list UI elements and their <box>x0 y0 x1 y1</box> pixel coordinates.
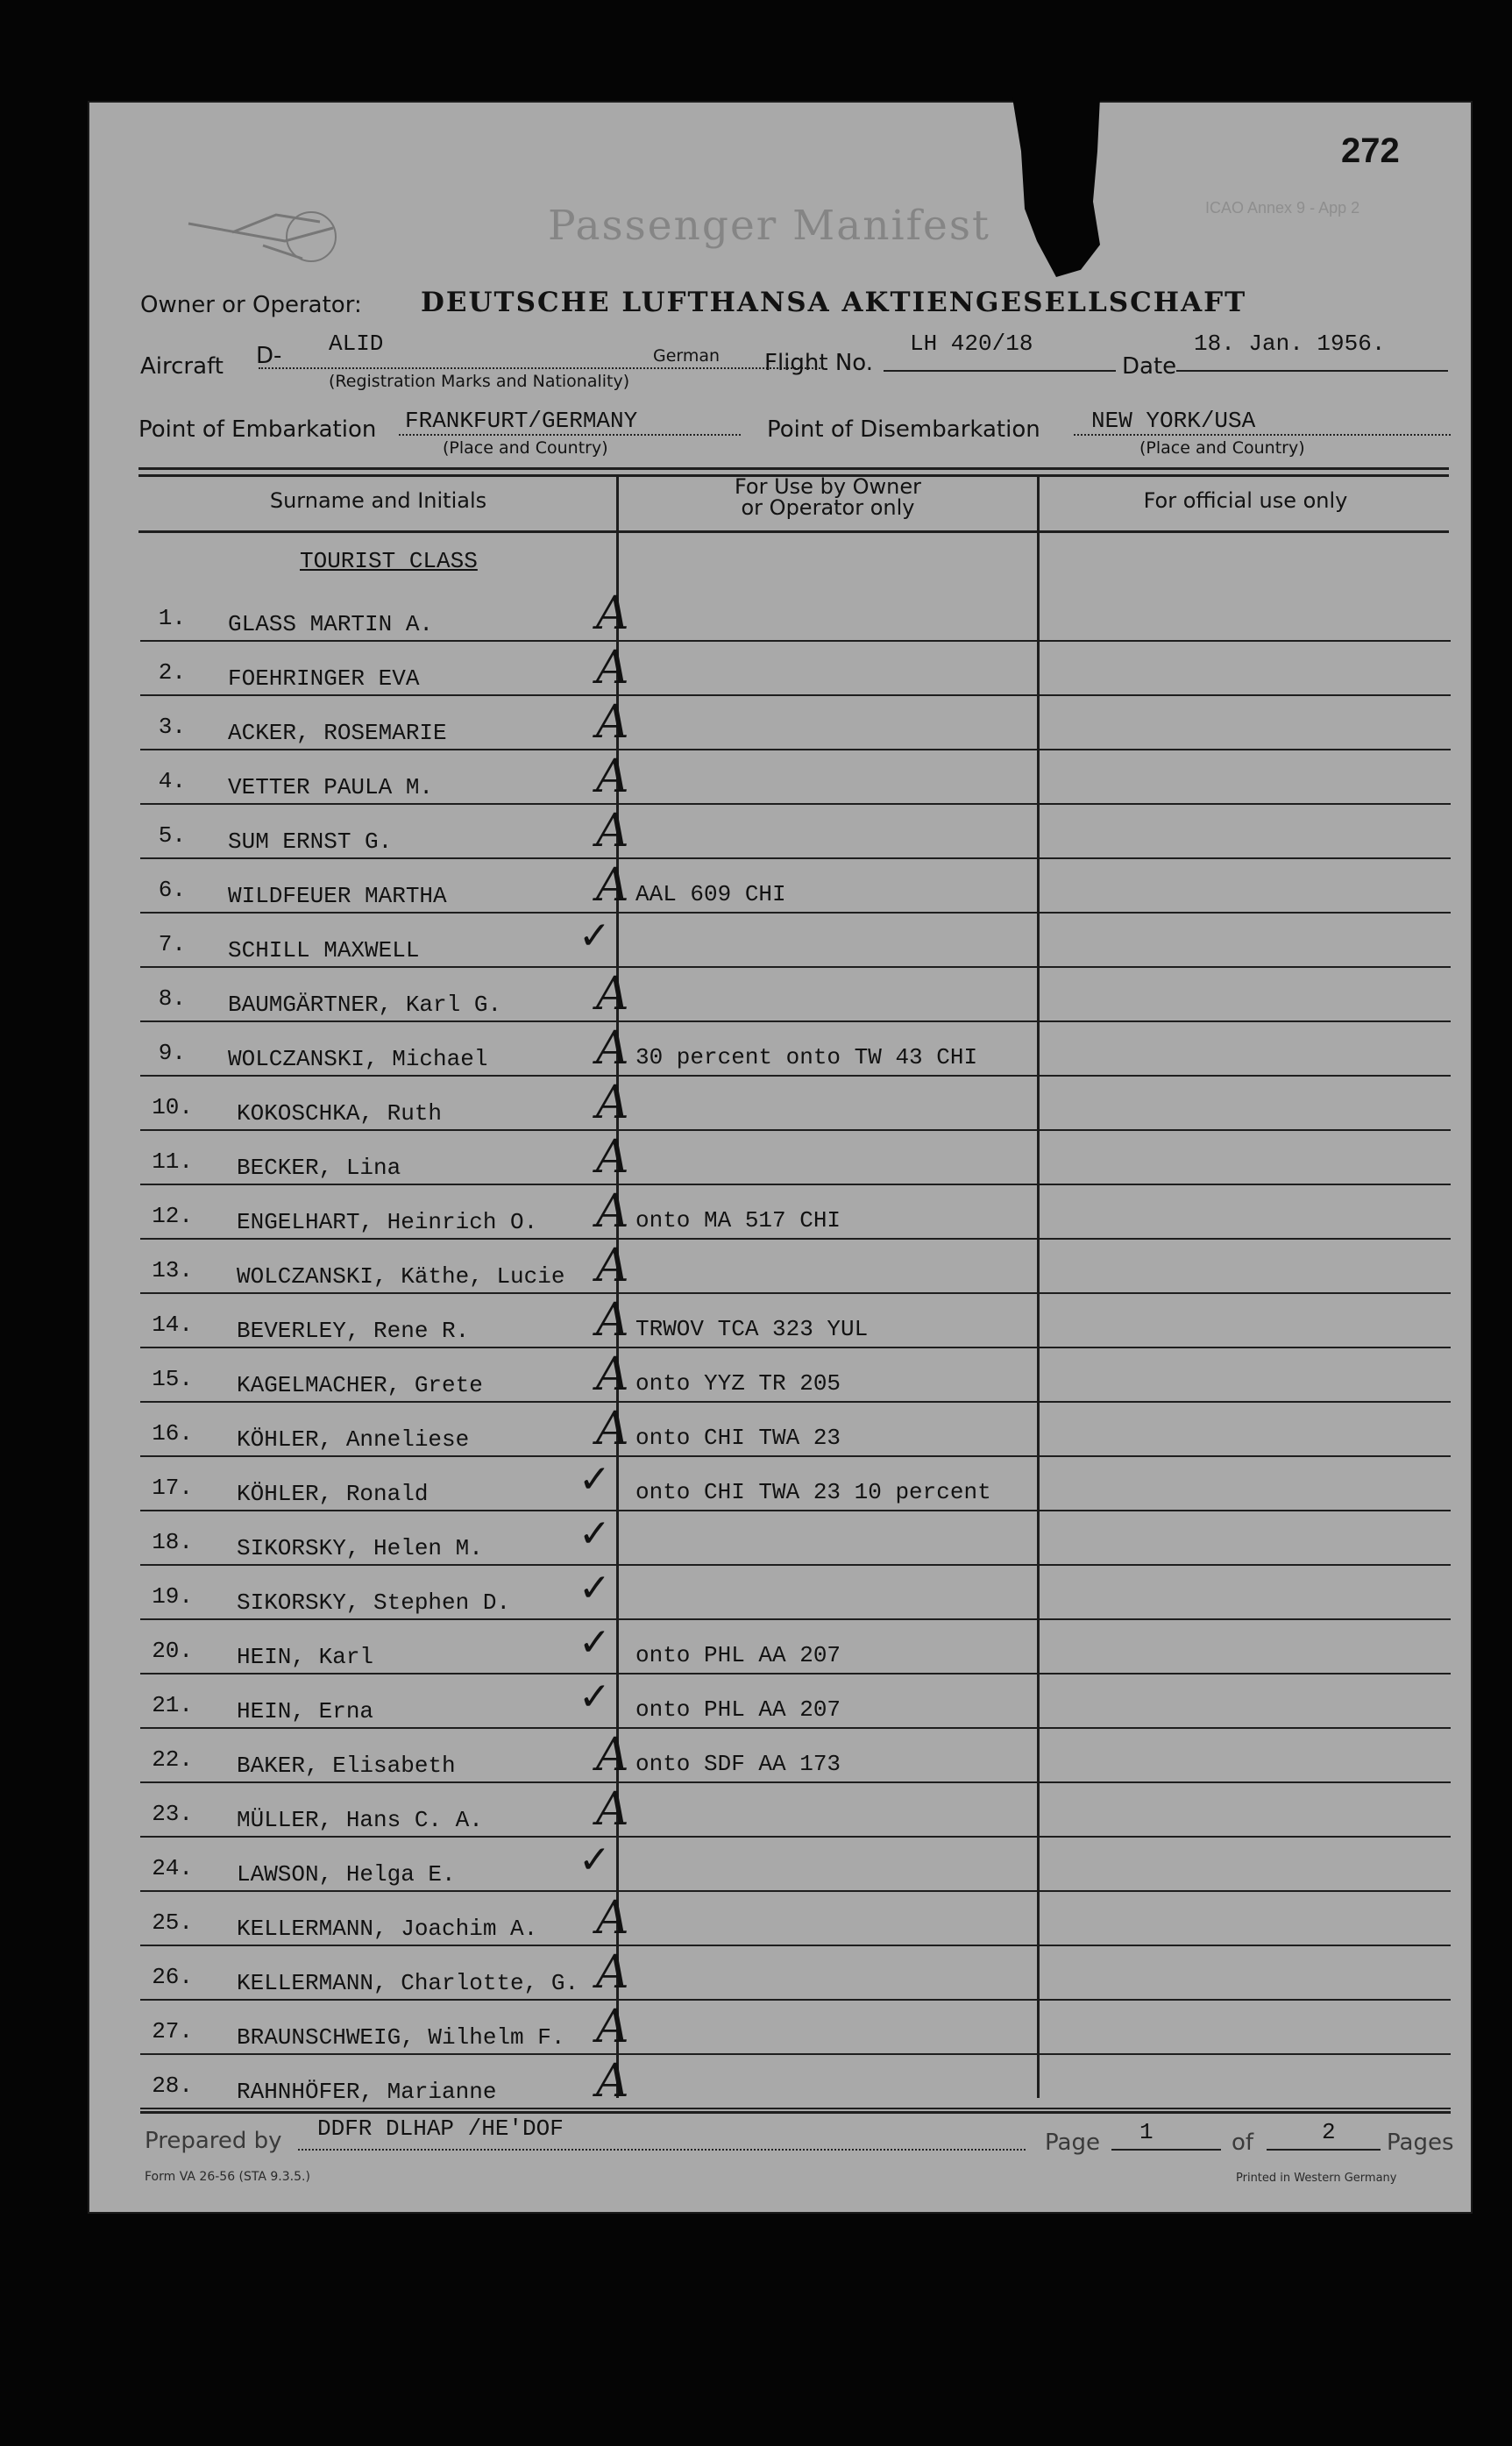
passenger-name: RAHNHÖFER, Marianne <box>237 2079 497 2105</box>
section-heading: TOURIST CLASS <box>300 548 478 574</box>
passenger-number: 24. <box>152 1855 193 1881</box>
row-rule <box>140 1075 1451 1077</box>
handwritten-check-mark: ✓ <box>579 1457 611 1502</box>
handwritten-a-mark: A <box>596 1294 629 1347</box>
passenger-name: HEIN, Erna <box>237 1698 374 1724</box>
of-value: 2 <box>1322 2119 1336 2145</box>
row-rule <box>140 1890 1451 1892</box>
handwritten-a-mark: A <box>596 968 629 1020</box>
passenger-number: 7. <box>158 931 186 957</box>
passenger-name: ACKER, ROSEMARIE <box>228 720 447 746</box>
row-rule <box>140 912 1451 914</box>
row-rule <box>140 803 1451 805</box>
passenger-number: 17. <box>152 1475 193 1501</box>
handwritten-a-mark: A <box>596 1403 629 1455</box>
disembarkation-label: Point of Disembarkation <box>767 416 1040 443</box>
row-rule <box>140 2053 1451 2055</box>
aircraft-registration: ALID <box>329 331 384 357</box>
handwritten-check-mark: ✓ <box>579 1566 611 1611</box>
col-owner-header: For Use by Owner or Operator only <box>734 474 922 520</box>
passenger-name: WOLCZANSKI, Michael <box>228 1046 488 1072</box>
passenger-number: 19. <box>152 1583 193 1610</box>
passenger-number: 3. <box>158 714 186 740</box>
row-rule <box>140 966 1451 968</box>
passenger-name: BRAUNSCHWEIG, Wilhelm F. <box>237 2024 565 2051</box>
handwritten-a-mark: A <box>596 1729 629 1781</box>
row-rule <box>140 1564 1451 1566</box>
passenger-name: FOEHRINGER EVA <box>228 665 420 692</box>
operator-note: 30 percent onto TW 43 CHI <box>635 1044 978 1070</box>
handwritten-a-mark: A <box>596 1077 629 1129</box>
operator-note: onto MA 517 CHI <box>635 1207 841 1234</box>
flight-number: LH 420/18 <box>910 331 1033 357</box>
passenger-number: 10. <box>152 1094 193 1120</box>
passenger-number: 26. <box>152 1964 193 1990</box>
row-rule <box>140 1020 1451 1022</box>
passenger-number: 13. <box>152 1257 193 1283</box>
handwritten-check-mark: ✓ <box>579 1620 611 1665</box>
passenger-number: 21. <box>152 1692 193 1718</box>
row-rule <box>140 1238 1451 1240</box>
row-rule <box>140 1455 1451 1457</box>
row-rule <box>140 694 1451 696</box>
passenger-name: ENGELHART, Heinrich O. <box>237 1209 538 1235</box>
passenger-name: SUM ERNST G. <box>228 828 393 855</box>
prepared-value: DDFR DLHAP /HE'DOF <box>317 2115 564 2142</box>
row-rule <box>140 1129 1451 1131</box>
handwritten-check-mark: ✓ <box>579 1838 611 1882</box>
passenger-number: 6. <box>158 877 186 903</box>
passenger-name: WILDFEUER MARTHA <box>228 883 447 909</box>
torn-corner <box>1012 97 1100 277</box>
handwritten-check-mark: ✓ <box>579 914 611 958</box>
passenger-number: 8. <box>158 985 186 1012</box>
row-rule <box>140 640 1451 642</box>
embarkation-label: Point of Embarkation <box>138 416 377 443</box>
handwritten-a-mark: A <box>596 2001 629 2053</box>
row-rule <box>140 1945 1451 1946</box>
aircraft-prefix: D- <box>256 343 282 369</box>
handwritten-check-mark: ✓ <box>579 1675 611 1719</box>
passenger-name: VETTER PAULA M. <box>228 774 434 800</box>
passenger-number: 15. <box>152 1366 193 1392</box>
passenger-number: 25. <box>152 1909 193 1936</box>
row-rule <box>140 749 1451 750</box>
row-rule <box>140 857 1451 859</box>
handwritten-a-mark: A <box>596 1240 629 1292</box>
pages-label: Pages <box>1387 2130 1454 2156</box>
handwritten-a-mark: A <box>596 750 629 803</box>
handwritten-a-mark: A <box>596 1348 629 1401</box>
lufthansa-crane-logo-icon <box>180 197 355 267</box>
passenger-number: 22. <box>152 1746 193 1773</box>
flight-label: Flight No. <box>764 350 874 376</box>
disembarkation-caption: (Place and Country) <box>1139 438 1305 458</box>
passenger-name: MÜLLER, Hans C. A. <box>237 1807 483 1833</box>
form-code: Form VA 26-56 (STA 9.3.5.) <box>145 2170 310 2184</box>
operator-note: TRWOV TCA 323 YUL <box>635 1316 869 1342</box>
passenger-name: KÖHLER, Anneliese <box>237 1426 470 1453</box>
printed-in: Printed in Western Germany <box>1236 2172 1397 2185</box>
passenger-name: KAGELMACHER, Grete <box>237 1372 483 1398</box>
passenger-name: GLASS MARTIN A. <box>228 611 434 637</box>
passenger-number: 11. <box>152 1148 193 1175</box>
passenger-name: BAKER, Elisabeth <box>237 1753 456 1779</box>
handwritten-a-mark: A <box>596 587 629 640</box>
passenger-number: 23. <box>152 1801 193 1827</box>
passenger-name: LAWSON, Helga E. <box>237 1861 456 1888</box>
handwritten-a-mark: A <box>596 696 629 749</box>
operator-note: onto PHL AA 207 <box>635 1642 841 1668</box>
handwritten-a-mark: A <box>596 1892 629 1945</box>
operator-note: onto CHI TWA 23 <box>635 1425 841 1451</box>
row-rule <box>140 1781 1451 1783</box>
aircraft-caption: (Registration Marks and Nationality) <box>329 372 630 391</box>
passenger-name: SIKORSKY, Stephen D. <box>237 1589 511 1616</box>
passenger-name: WOLCZANSKI, Käthe, Lucie <box>237 1263 565 1290</box>
aircraft-label: Aircraft <box>140 353 224 380</box>
passenger-number: 12. <box>152 1203 193 1229</box>
disembarkation-value: NEW YORK/USA <box>1091 408 1256 434</box>
row-rule <box>140 1401 1451 1403</box>
row-rule <box>140 1184 1451 1185</box>
embarkation-caption: (Place and Country) <box>443 438 608 458</box>
row-rule <box>140 1292 1451 1294</box>
handwritten-check-mark: ✓ <box>579 1511 611 1556</box>
handwritten-a-mark: A <box>596 1946 629 1999</box>
passenger-number: 20. <box>152 1638 193 1664</box>
passenger-name: HEIN, Karl <box>237 1644 374 1670</box>
embarkation-value: FRANKFURT/GERMANY <box>405 408 638 434</box>
row-rule <box>140 1347 1451 1348</box>
passenger-name: BEVERLEY, Rene R. <box>237 1318 470 1344</box>
row-rule <box>140 1836 1451 1838</box>
passenger-number: 4. <box>158 768 186 794</box>
row-rule <box>140 1618 1451 1620</box>
passenger-number: 1. <box>158 605 186 631</box>
passenger-name: KOKOSCHKA, Ruth <box>237 1100 443 1127</box>
row-rule <box>140 1673 1451 1675</box>
aircraft-nationality: German <box>653 346 721 366</box>
date-label: Date <box>1122 353 1177 380</box>
handwritten-a-mark: A <box>596 642 629 694</box>
passenger-name: BAUMGÄRTNER, Karl G. <box>228 992 502 1018</box>
document-title: Passenger Manifest <box>548 202 990 250</box>
col-official-header: For official use only <box>1143 488 1348 513</box>
passenger-name: KÖHLER, Ronald <box>237 1481 429 1507</box>
handwritten-a-mark: A <box>596 1185 629 1238</box>
passenger-number: 2. <box>158 659 186 686</box>
row-rule <box>140 1999 1451 2001</box>
owner-value: DEUTSCHE LUFTHANSA AKTIENGESELLSCHAFT <box>421 287 1247 318</box>
passenger-number: 27. <box>152 2018 193 2044</box>
icao-note: ICAO Annex 9 - App 2 <box>1205 199 1360 217</box>
page-number: 272 <box>1341 132 1400 170</box>
owner-label: Owner or Operator: <box>140 292 362 318</box>
date-value: 18. Jan. 1956. <box>1194 331 1386 357</box>
passenger-number: 28. <box>152 2073 193 2099</box>
operator-note: onto YYZ TR 205 <box>635 1370 841 1397</box>
prepared-label: Prepared by <box>145 2128 282 2154</box>
passenger-number: 14. <box>152 1312 193 1338</box>
handwritten-a-mark: A <box>596 2055 629 2108</box>
operator-note: AAL 609 CHI <box>635 881 786 907</box>
handwritten-a-mark: A <box>596 1022 629 1075</box>
manifest-sheet <box>88 101 1473 2214</box>
page-value: 1 <box>1139 2119 1154 2145</box>
handwritten-a-mark: A <box>596 1131 629 1184</box>
row-rule <box>140 1510 1451 1511</box>
page-label: Page <box>1045 2130 1100 2156</box>
row-rule <box>140 1727 1451 1729</box>
operator-note: onto PHL AA 207 <box>635 1696 841 1723</box>
handwritten-a-mark: A <box>596 1783 629 1836</box>
passenger-number: 18. <box>152 1529 193 1555</box>
passenger-name: SCHILL MAXWELL <box>228 937 420 963</box>
of-label: of <box>1232 2130 1254 2156</box>
passenger-name: KELLERMANN, Charlotte, G. <box>237 1970 579 1996</box>
operator-note: onto CHI TWA 23 10 percent <box>635 1479 991 1505</box>
passenger-name: BECKER, Lina <box>237 1155 401 1181</box>
passenger-number: 5. <box>158 822 186 849</box>
handwritten-a-mark: A <box>596 859 629 912</box>
col-surname-header: Surname and Initials <box>269 488 487 513</box>
passenger-name: KELLERMANN, Joachim A. <box>237 1916 538 1942</box>
passenger-name: SIKORSKY, Helen M. <box>237 1535 483 1561</box>
passenger-number: 16. <box>152 1420 193 1447</box>
row-rule <box>140 2108 1451 2109</box>
operator-note: onto SDF AA 173 <box>635 1751 841 1777</box>
handwritten-a-mark: A <box>596 805 629 857</box>
passenger-number: 9. <box>158 1040 186 1066</box>
